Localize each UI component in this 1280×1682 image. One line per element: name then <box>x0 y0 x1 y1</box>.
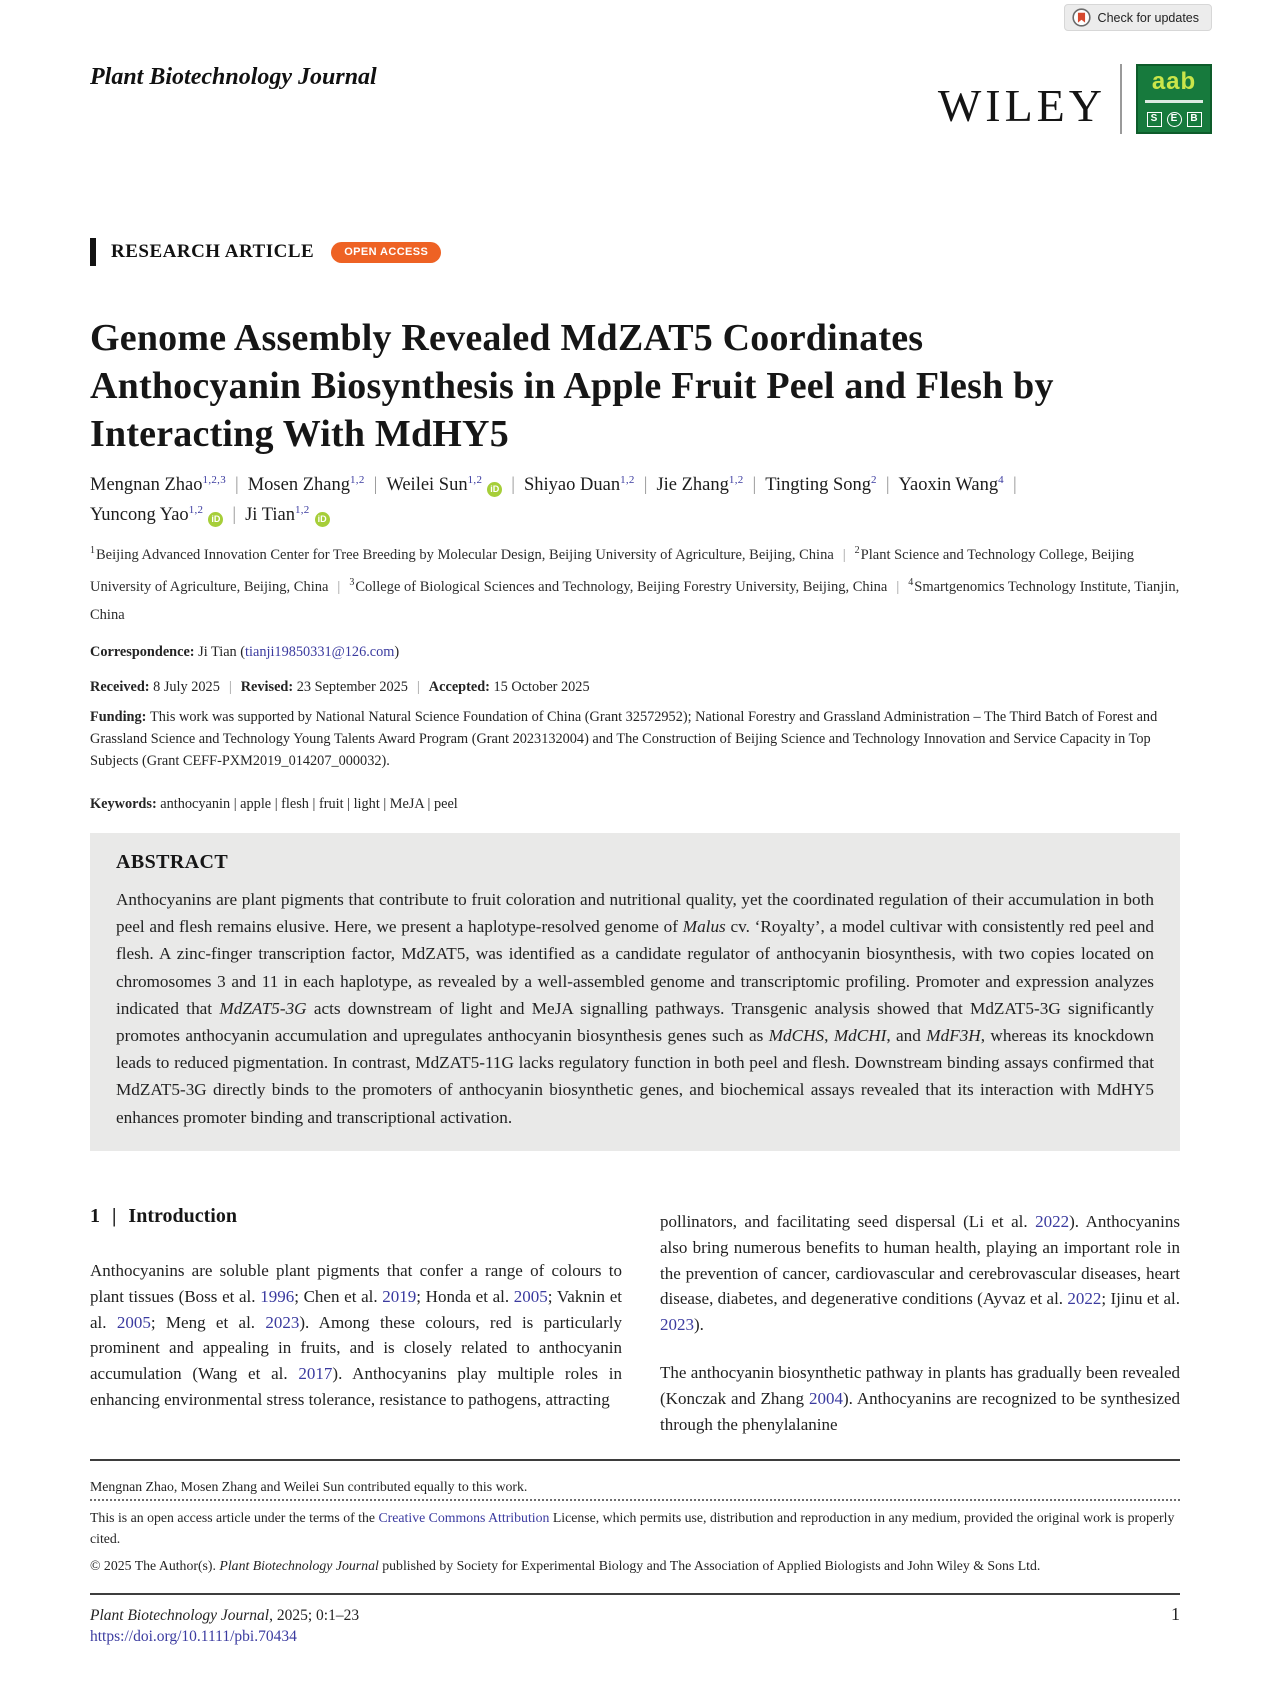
article-type-row <box>90 238 441 266</box>
text-segment: This work was supported by National Natural Science Foundation of China (Grant 32572952); National Forestry and Grassland Administration – The Third Batch of Forest and Grassland Science and Technology Young Talents Award Program (Grant 2023132004) and The Construction of Beijing Science and Technology Innovation and Service Capacity in Top Subjects (Grant CEFF-PXM2019_014207_000032). <box>90 709 1158 769</box>
text-segment: MdF3H <box>926 1026 981 1046</box>
text-segment: ). Anthocyanins also bring numerous benefits to human health, playing an important role in the prevention of cancer, cardiovascular and cerebrovascular diseases, heart disease, diabetes, and degenerative conditions (Ayvaz et al. <box>660 1212 1181 1309</box>
text-segment: ; Vaknin et al. <box>90 1286 622 1332</box>
text-segment: Ji Tian ( <box>198 644 246 660</box>
authors-line-2 <box>90 498 1180 528</box>
inline-link[interactable]: 2004 <box>808 1388 843 1408</box>
footer-rule <box>90 1593 1180 1595</box>
text-segment: | <box>228 679 232 695</box>
text-segment: MdZAT5-3G <box>219 998 307 1018</box>
footnote-rule <box>90 1459 1180 1461</box>
superscript: 3 <box>349 577 355 589</box>
text-segment: MdCHI <box>833 1026 887 1046</box>
inline-link[interactable]: 2017 <box>298 1364 333 1384</box>
inline-link[interactable]: tianji19850331@126.com <box>245 644 395 660</box>
text-segment: | <box>752 475 757 496</box>
text-segment: | <box>235 475 239 496</box>
superscript: 1 <box>90 545 95 556</box>
superscript: 1,2,3 <box>202 474 227 486</box>
text-segment: Plant Biotechnology Journal <box>90 1607 270 1624</box>
text-segment: Beijing Advanced Innovation Center for Tree Breeding by Molecular Design, Beijing University of Agriculture, Beijing, China <box>96 546 834 563</box>
text-segment: Introduction <box>128 1205 237 1227</box>
superscript: 1,2 <box>188 504 204 517</box>
text-segment: Anthocyanins are soluble plant pigments that confer a range of colours to plant tissues (Boss et al. <box>90 1261 622 1306</box>
seb-letter-e: E <box>1167 112 1182 127</box>
text-segment: ). Anthocyanins play multiple roles in enhancing environmental stress tolerance, resistance to pathogens, attracting <box>90 1364 622 1409</box>
text-segment: , and <box>886 1026 927 1046</box>
text-segment: anthocyanin | apple | flesh | fruit | light | MeJA | peel <box>160 796 458 812</box>
doi-link[interactable]: https://doi.org/10.1111/pbi.70434 <box>90 1628 297 1645</box>
journal-name: Plant Biotechnology Journal <box>90 64 377 90</box>
left-column <box>90 1205 622 1437</box>
aab-logo-text: aab <box>1151 68 1197 95</box>
text-segment: Malus <box>682 917 726 937</box>
text-segment: Plant Science and Technology College, Beijing University of Agriculture, Beijing, China <box>90 546 1135 596</box>
license-note <box>90 1507 1180 1549</box>
text-segment: acts downstream of light and MeJA signalling pathways. Transgenic analysis showed that MdZAT5-3G significantly promotes anthocyanin accumulation and upregulates anthocyanin biosynthesis genes such as <box>116 998 1154 1046</box>
text-segment: Received: <box>90 679 154 695</box>
text-segment: | <box>842 546 846 563</box>
text-segment: ). <box>694 1315 704 1335</box>
inline-link[interactable]: 2022 <box>1067 1289 1102 1309</box>
text-segment: | <box>337 579 341 596</box>
article-type-label: RESEARCH ARTICLE <box>111 241 315 262</box>
superscript: 4 <box>908 577 914 589</box>
abstract-text <box>116 886 1154 1131</box>
history-dates <box>90 676 1180 698</box>
aab-logo-tagline <box>1145 100 1203 103</box>
text-segment: License, which permits use, distribution and reproduction in any medium, provided the original work is properly cited. <box>90 1510 1175 1546</box>
right-column <box>660 1205 1180 1437</box>
body-columns <box>90 1205 1180 1437</box>
text-segment: © 2025 The Author(s). <box>90 1558 220 1573</box>
affiliations <box>90 537 1180 629</box>
text-segment: pollinators, and facilitating seed dispersal (Li et al. <box>660 1212 1036 1231</box>
text-segment: , whereas its knockdown leads to reduced pigmentation. In contrast, MdZAT5-11G lacks regulatory function in both peel and flesh. Downstream binding assays confirmed that MdZAT5-3G directly binds to the promoters of anthocyanin biosynthetic genes, and biochemical assays revealed that its interaction with MdHY5 enhances promoter binding and transcriptional activation. <box>116 1026 1154 1127</box>
paragraph <box>660 1360 1180 1437</box>
text-segment: College of Biological Sciences and Technology, Beijing Forestry University, Beijing, China <box>355 579 888 596</box>
superscript: 2 <box>854 545 860 556</box>
paragraph <box>90 1258 622 1413</box>
text-segment: Anthocyanins are plant pigments that contribute to fruit coloration and nutritional quality, yet the coordinated regulation of their accumulation in both peel and flesh remains elusive. Here, we present a haplotype-resolved genome of <box>116 890 1154 937</box>
superscript: 1,2 <box>620 474 635 486</box>
text-segment: Mengnan Zhao <box>90 475 203 496</box>
text-segment: | <box>896 579 900 596</box>
inline-link[interactable]: 2005 <box>116 1312 151 1332</box>
keywords <box>90 793 1180 815</box>
superscript: 4 <box>998 474 1004 486</box>
seb-letter-s: S <box>1147 112 1162 127</box>
text-segment: | <box>112 1205 117 1227</box>
text-segment: Weilei Sun <box>386 475 468 496</box>
superscript: 1,2 <box>294 504 310 517</box>
open-access-badge[interactable]: OPEN ACCESS <box>331 242 441 263</box>
text-segment: published by Society for Experimental Biology and The Association of Applied Biologists and John Wiley & Sons Ltd. <box>378 1558 1041 1573</box>
journal-citation <box>90 1607 359 1625</box>
article-title: Genome Assembly Revealed MdZAT5 Coordinates Anthocyanin Biosynthesis in Apple Fruit Peel and Flesh by Interacting With MdHY5 <box>90 317 1054 455</box>
type-bar <box>90 238 96 266</box>
text-segment: ; Ijinu et al. <box>1101 1289 1180 1309</box>
abstract-box <box>90 833 1180 1151</box>
text-segment: Keywords: <box>90 796 161 812</box>
text-segment: ; Meng et al. <box>150 1312 266 1332</box>
paragraph <box>660 1209 1180 1338</box>
superscript: 1,2 <box>467 474 483 486</box>
section-heading-introduction <box>90 1205 622 1228</box>
text-segment: ; Honda et al. <box>416 1286 514 1306</box>
text-segment: Ji Tian <box>245 505 295 526</box>
text-segment: Correspondence: <box>90 644 199 660</box>
wiley-logo: WILEY <box>937 80 1106 131</box>
text-segment: Tingting Song <box>765 475 871 496</box>
authors-line-1 <box>90 468 1180 498</box>
text-segment: Jie Zhang <box>656 475 729 496</box>
text-segment: Funding: <box>90 709 150 725</box>
seb-letter-b: B <box>1187 112 1202 127</box>
superscript: 1,2 <box>349 474 365 486</box>
text-segment: Plant Biotechnology Journal <box>219 1558 379 1573</box>
equal-contribution-note: Mengnan Zhao, Mosen Zhang and Weilei Sun contributed equally to this work. <box>90 1479 528 1494</box>
correspondence <box>90 641 1180 663</box>
inline-link[interactable]: 2005 <box>513 1286 548 1306</box>
text-segment: cv. ‘Royalty’, a model cultivar with consistently red peel and flesh. A zinc-finger transcription factor, MdZAT5, was identified as a candidate regulator of anthocyanin biosynthesis, with two copies located on chromosomes 3 and 11 in each haplotype, as revealed by a well-assembled genome and transcriptomic profiling. Promoter and expression analyzes indicated that <box>116 917 1155 1018</box>
text-segment: ) <box>394 644 400 660</box>
text-segment: Smartgenomics Technology Institute, Tianjin, China <box>90 579 1180 623</box>
inline-link[interactable]: 2022 <box>1035 1212 1070 1231</box>
inline-link[interactable]: 2023 <box>660 1315 694 1335</box>
orcid-icon[interactable]: iD <box>315 512 330 527</box>
text-segment: 15 October 2025 <box>493 679 590 695</box>
text-segment: | <box>232 505 237 526</box>
inline-link[interactable]: 1996 <box>260 1286 295 1306</box>
superscript: 1,2 <box>728 474 744 486</box>
seb-logo-letters <box>1147 112 1202 127</box>
text-segment: Mosen Zhang <box>247 475 350 496</box>
text-segment: ). Anthocyanins are recognized to be synthesized through the phenylalanine <box>660 1388 1180 1434</box>
publisher-block <box>938 64 1212 134</box>
text-segment: , <box>824 1026 834 1046</box>
check-for-updates-label: Check for updates <box>1097 10 1199 25</box>
text-segment: MdCHS <box>768 1026 825 1046</box>
text-segment: 8 July 2025 <box>153 679 220 695</box>
text-segment: Revised: <box>240 679 297 695</box>
dotted-divider <box>90 1499 1180 1501</box>
text-segment: | <box>1012 475 1017 496</box>
text-segment: Accepted: <box>428 679 494 695</box>
header-divider <box>1120 64 1122 134</box>
inline-link[interactable]: Creative Commons Attribution <box>378 1510 550 1525</box>
copyright-note <box>90 1555 1180 1576</box>
inline-link[interactable]: 2019 <box>382 1286 417 1306</box>
check-for-updates-button[interactable] <box>1064 4 1212 31</box>
text-segment: | <box>643 475 648 496</box>
text-segment: Shiyao Duan <box>523 475 621 496</box>
text-segment: | <box>373 475 378 496</box>
text-segment: This is an open access article under the terms of the <box>90 1510 379 1525</box>
text-segment: ; Chen et al. <box>294 1286 383 1306</box>
page-number: 1 <box>1171 1604 1180 1624</box>
text-segment: The anthocyanin biosynthetic pathway in plants has gradually been revealed (Konczak and Zhang <box>660 1362 1180 1408</box>
crossmark-icon <box>1072 8 1091 27</box>
text-segment: ). Among these colours, red is particularly prominent and appealing in fruits, and is closely related to anthocyanin accumulation (Wang et al. <box>90 1312 622 1384</box>
text-segment: Yaoxin Wang <box>898 475 999 496</box>
text-segment: | <box>416 679 420 695</box>
text-segment: 23 September 2025 <box>296 679 408 695</box>
aab-seb-logo <box>1136 64 1212 134</box>
text-segment: , 2025; 0:1–23 <box>269 1607 360 1624</box>
superscript: 2 <box>871 474 877 486</box>
inline-link[interactable]: 2023 <box>265 1312 300 1332</box>
text-segment: | <box>885 475 890 496</box>
text-segment: 1 <box>90 1205 100 1227</box>
abstract-heading: ABSTRACT <box>116 851 229 873</box>
orcid-icon[interactable]: iD <box>208 512 223 527</box>
text-segment: Yuncong Yao <box>90 505 189 526</box>
orcid-icon[interactable]: iD <box>487 482 502 497</box>
text-segment: | <box>511 475 515 496</box>
funding-statement <box>90 706 1180 772</box>
author-list <box>90 468 1180 528</box>
